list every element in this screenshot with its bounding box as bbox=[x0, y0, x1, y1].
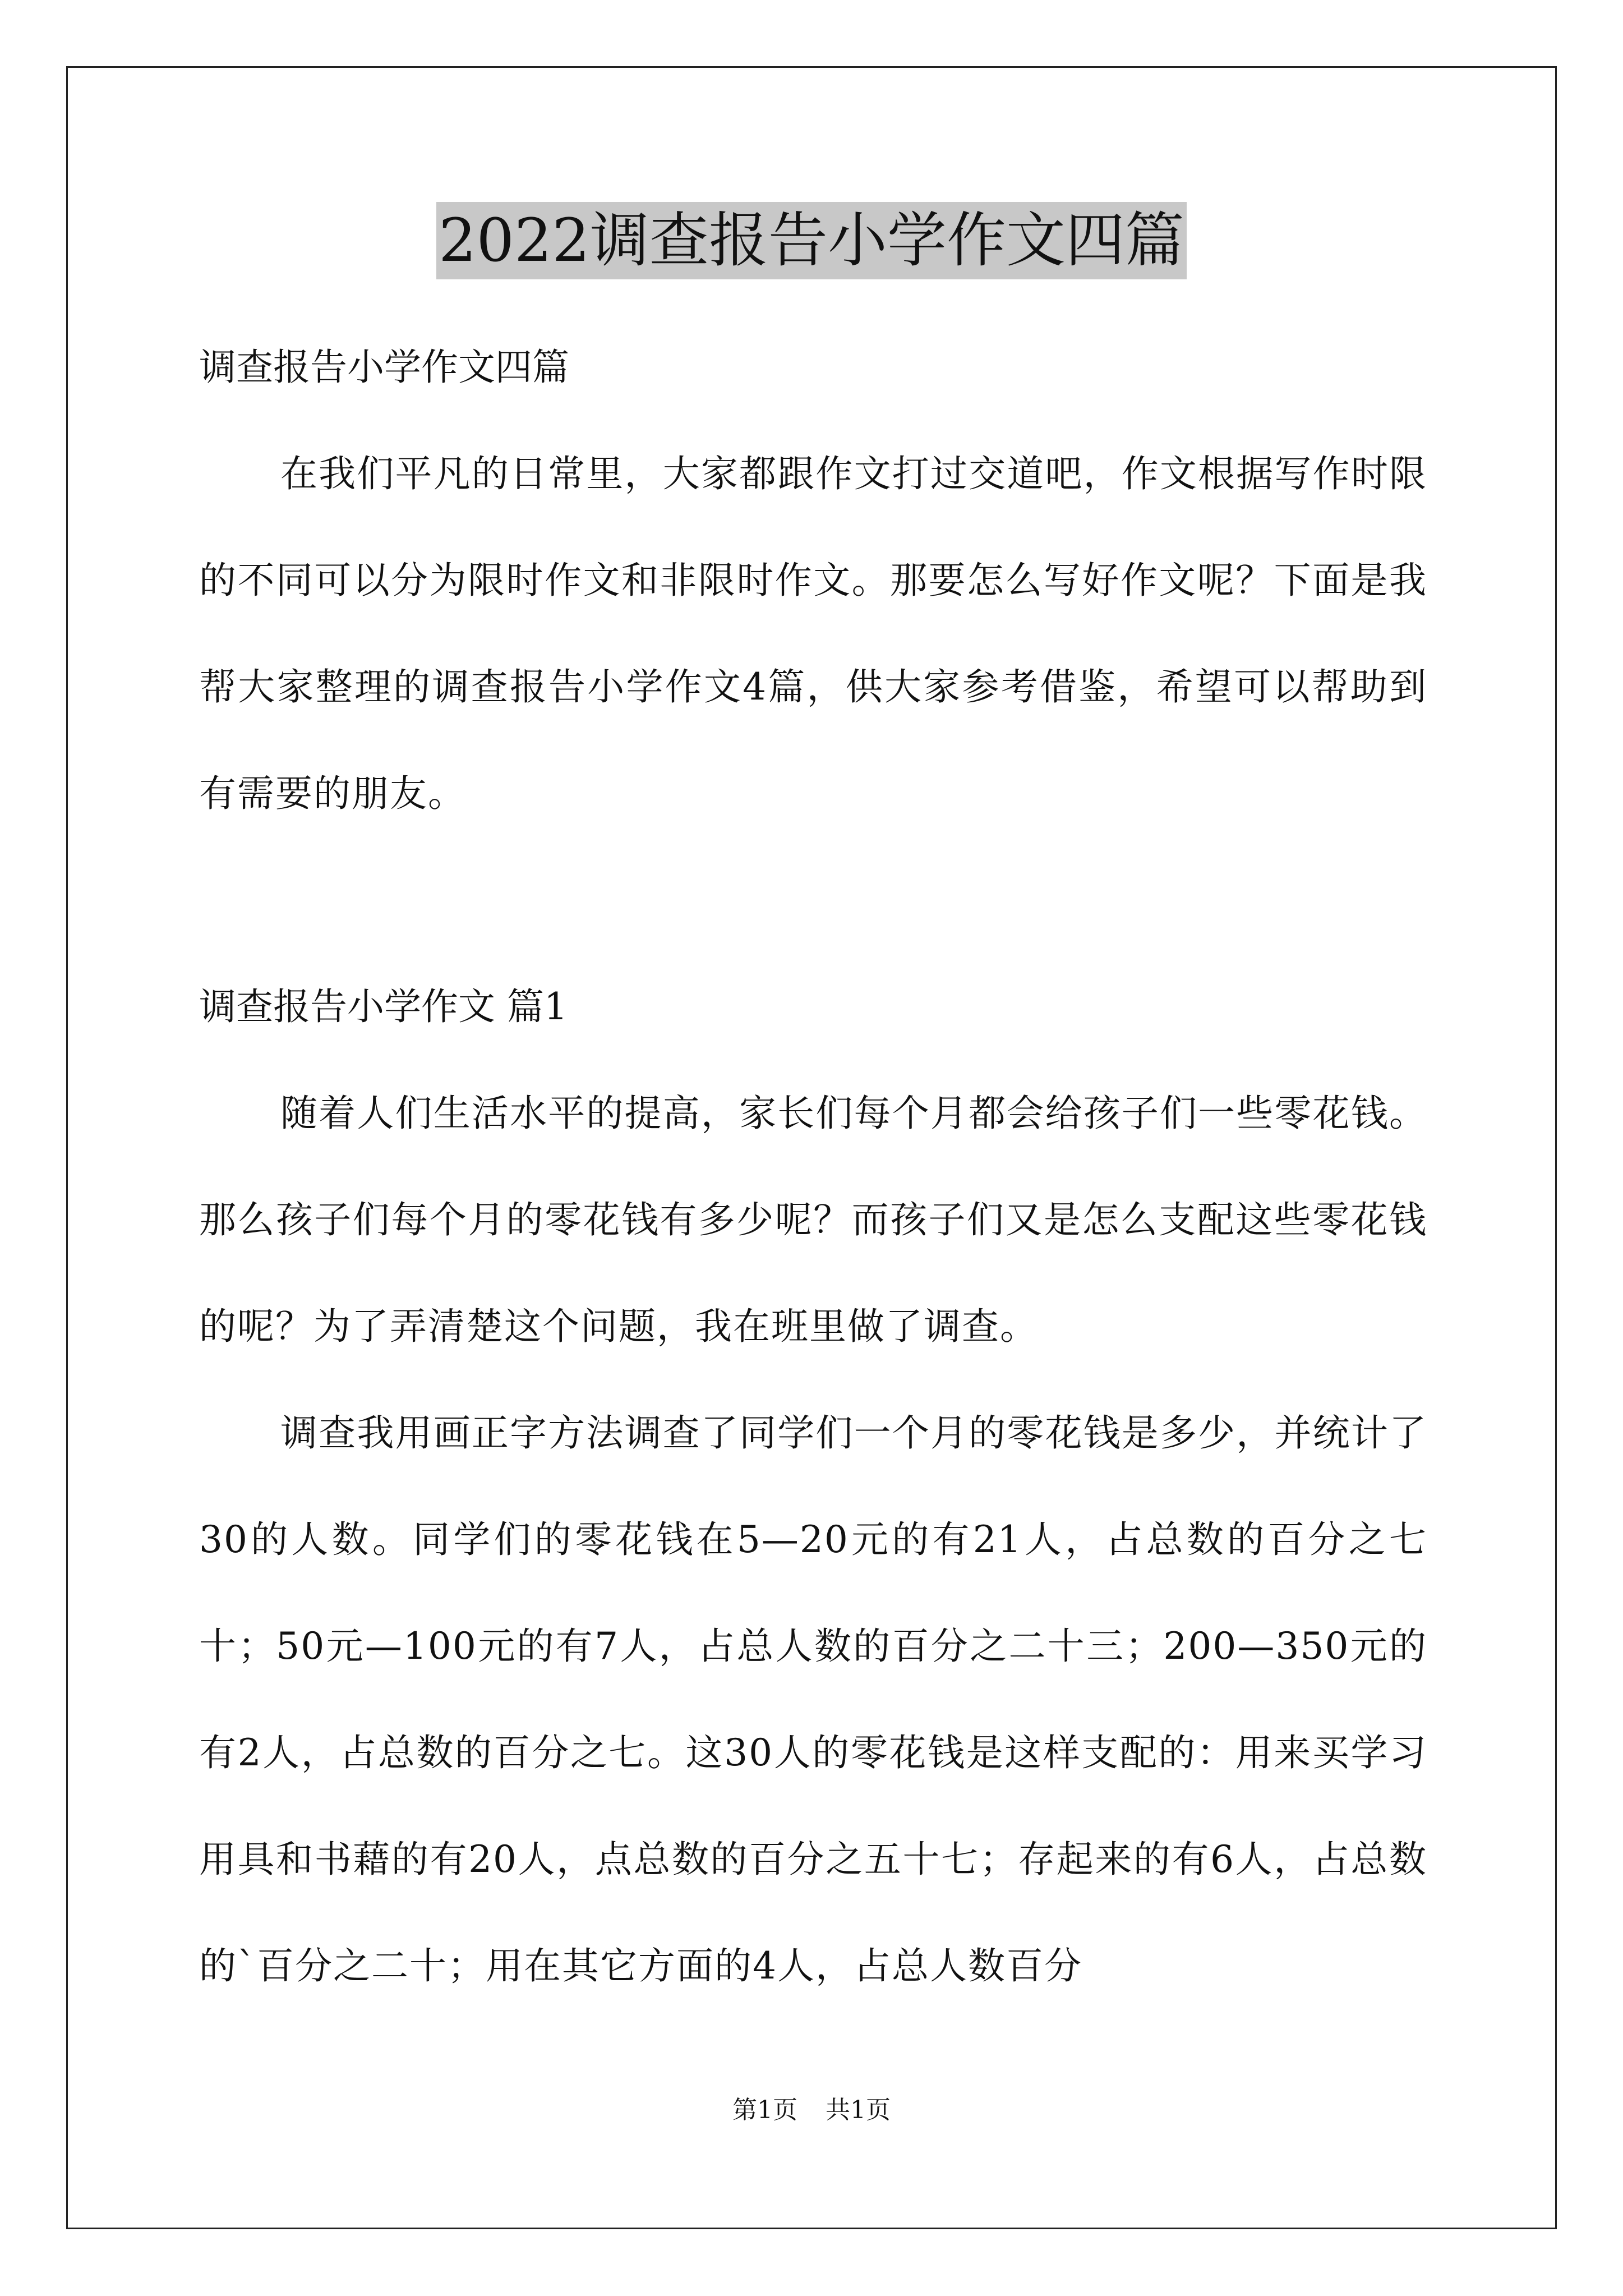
body-paragraph-1: 随着人们生活水平的提高，家长们每个月都会给孩子们一些零花钱。那么孩子们每个月的零花钱有多少呢？而孩子们又是怎么支配这些零花钱的呢？为了弄清楚这个问题，我在班里做了调查。 bbox=[199, 1092, 1427, 1348]
spacer bbox=[199, 847, 1427, 954]
document-subtitle: 调查报告小学作文四篇 bbox=[199, 346, 569, 389]
document-title: 2022调查报告小学作文四篇 bbox=[436, 202, 1187, 279]
document-body bbox=[199, 314, 1427, 2019]
page-footer bbox=[0, 2093, 1623, 2127]
body-paragraph-2: 调查我用画正字方法调查了同学们一个月的零花钱是多少，并统计了30的人数。同学们的零花钱在5—20元的有21人，占总数的百分之七十；50元—100元的有7人，占总人数的百分之二十三；200—350元的有2人，占总数的百分之七。这30人的零花钱是这样支配的：用来买学习用具和书藉的有20人，点总数的百分之五十七；存起来的有6人，占总数的`百分之二十；用在其它方面的4人，占总人数百分 bbox=[199, 1411, 1427, 1987]
page-number: 第1页 bbox=[732, 2096, 797, 2124]
title-container bbox=[0, 202, 1623, 279]
intro-paragraph: 在我们平凡的日常里，大家都跟作文打过交道吧，作文根据写作时限的不同可以分为限时作文和非限时作文。那要怎么写好作文呢？下面是我帮大家整理的调查报告小学作文4篇，供大家参考借鉴，希望可以帮助到有需要的朋友。 bbox=[199, 452, 1427, 815]
page-total: 共1页 bbox=[826, 2096, 891, 2124]
section-heading: 调查报告小学作文 篇1 bbox=[199, 985, 568, 1028]
